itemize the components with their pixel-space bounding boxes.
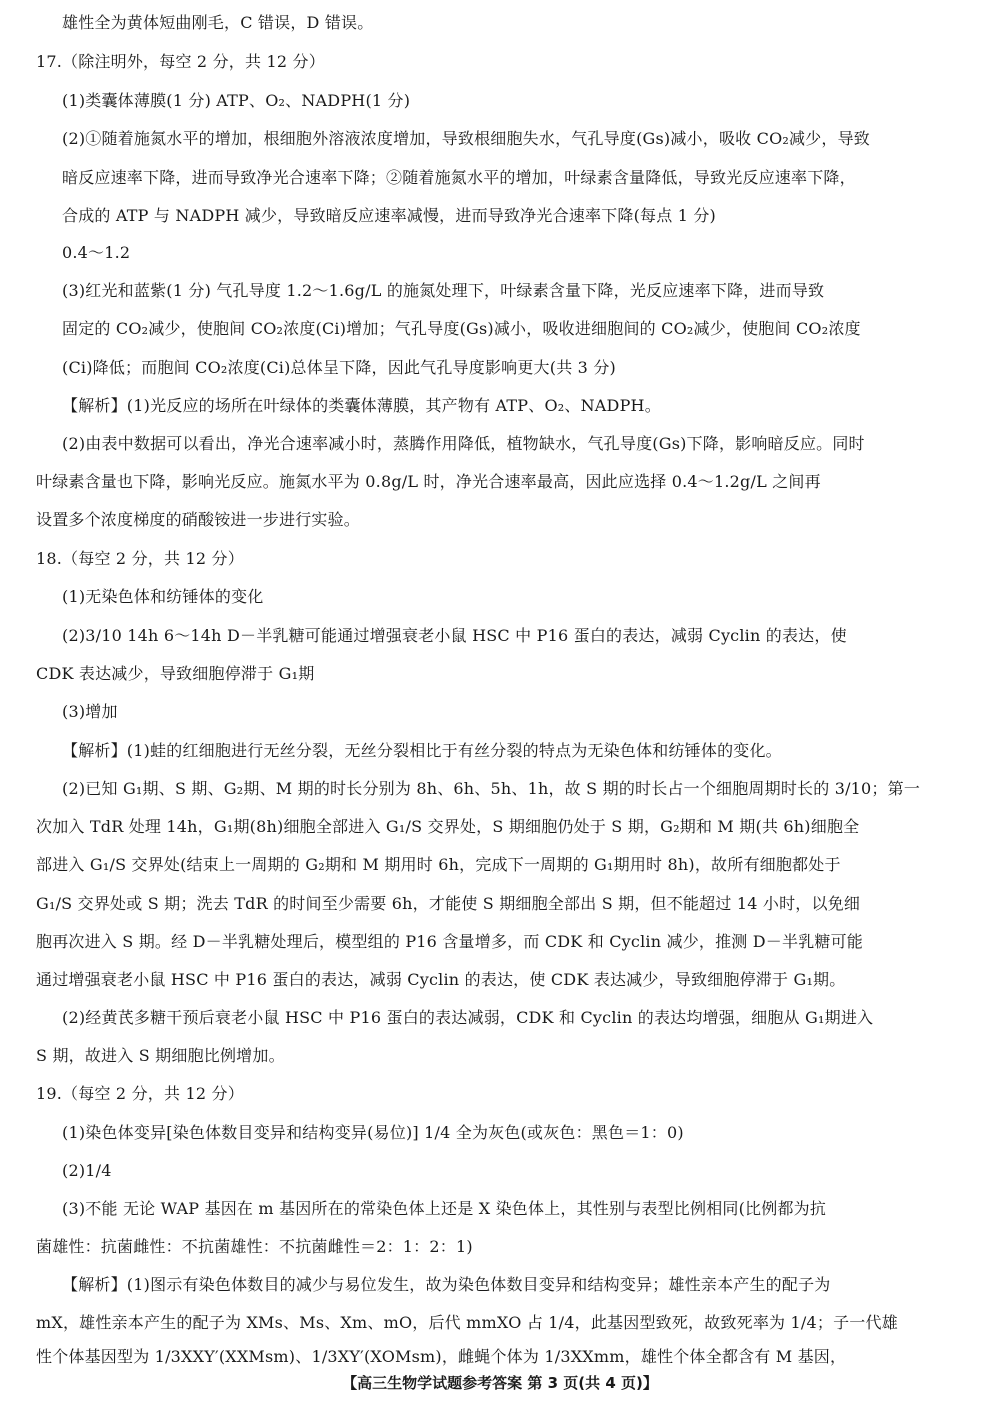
text-line: 性个体基因型为 1/3XXY′(XXMsm)、1/3XY′(XOMsm)，雌蝇个体为 1/3XXmm，雄性个体全都含有 M 基因， <box>36 1347 847 1366</box>
text-line: (3)增加 <box>62 702 118 721</box>
text-line: CDK 表达减少，导致细胞停滞于 G₁期 <box>36 664 315 683</box>
text-line: (2)①随着施氮水平的增加，根细胞外溶液浓度增加，导致根细胞失水，气孔导度(Gs)减小，吸收 CO₂减少，导致 <box>62 129 871 148</box>
text-line: S 期，故进入 S 期细胞比例增加。 <box>36 1046 285 1065</box>
text-line: 胞再次进入 S 期。经 D－半乳糖处理后，模型组的 P16 含量增多，而 CDK 和 Cyclin 减少，推测 D－半乳糖可能 <box>36 932 864 951</box>
analysis-line: 【解析】(1)蛙的红细胞进行无丝分裂，无丝分裂相比于有丝分裂的特点为无染色体和纺锤体的变化。 <box>62 741 782 760</box>
question-18-header: 18.（每空 2 分，共 12 分） <box>36 549 244 568</box>
text-line: (1)染色体变异[染色体数目变异和结构变异(易位)] 1/4 全为灰色(或灰色：黑色＝1：0) <box>62 1123 684 1142</box>
analysis-line: 【解析】(1)图示有染色体数目的减少与易位发生，故为染色体数目变异和结构变异；雄性亲本产生的配子为 <box>62 1275 831 1294</box>
text-line: 叶绿素含量也下降，影响光反应。施氮水平为 0.8g/L 时，净光合速率最高，因此应选择 0.4～1.2g/L 之间再 <box>36 472 821 491</box>
text-line: (2)已知 G₁期、S 期、G₂期、M 期的时长分别为 8h、6h、5h、1h，故 S 期的时长占一个细胞周期时长的 3/10；第一 <box>62 779 921 798</box>
text-line: G₁/S 交界处或 S 期；洗去 TdR 的时间至少需要 6h，才能使 S 期细胞全部出 S 期，但不能超过 14 小时，以免细 <box>36 894 861 913</box>
question-19-header: 19.（每空 2 分，共 12 分） <box>36 1084 244 1103</box>
page-footer: 【高三生物学试题参考答案 第 3 页(共 4 页)】 <box>342 1374 658 1392</box>
text-line: 部进入 G₁/S 交界处(结束上一周期的 G₂期和 M 期用时 6h，完成下一周期的 G₁期用时 8h)，故所有细胞都处于 <box>36 855 841 874</box>
text-line: 固定的 CO₂减少，使胞间 CO₂浓度(Ci)增加；气孔导度(Gs)减小，吸收进细胞间的 CO₂减少，使胞间 CO₂浓度 <box>62 319 861 338</box>
text-line: 设置多个浓度梯度的硝酸铵进一步进行实验。 <box>36 510 361 529</box>
text-line: 次加入 TdR 处理 14h，G₁期(8h)细胞全部进入 G₁/S 交界处，S 期细胞仍处于 S 期，G₂期和 M 期(共 6h)细胞全 <box>36 817 860 836</box>
text-line: (1)无染色体和纺锤体的变化 <box>62 587 264 606</box>
text-line: (2)1/4 <box>62 1161 112 1180</box>
text-line: 菌雄性：抗菌雌性：不抗菌雄性：不抗菌雌性＝2：1：2：1) <box>36 1237 473 1256</box>
text-line: (2)由表中数据可以看出，净光合速率减小时，蒸腾作用降低，植物缺水，气孔导度(Gs)下降，影响暗反应。同时 <box>62 434 865 453</box>
text-line: 雄性全为黄体短曲刚毛，C 错误，D 错误。 <box>62 13 374 32</box>
text-line: 合成的 ATP 与 NADPH 减少，导致暗反应速率减慢，进而导致净光合速率下降(每点 1 分) <box>62 206 716 225</box>
text-line: (3)红光和蓝紫(1 分) 气孔导度 1.2～1.6g/L 的施氮处理下，叶绿素含量下降，光反应速率下降，进而导致 <box>62 281 825 300</box>
text-line: 0.4～1.2 <box>62 243 131 262</box>
text-line: (1)类囊体薄膜(1 分) ATP、O₂、NADPH(1 分) <box>62 91 411 110</box>
question-17-header: 17.（除注明外，每空 2 分，共 12 分） <box>36 52 325 71</box>
analysis-line: 【解析】(1)光反应的场所在叶绿体的类囊体薄膜，其产物有 ATP、O₂、NADPH。 <box>62 396 661 415</box>
text-line: (3)不能 无论 WAP 基因在 m 基因所在的常染色体上还是 X 染色体上，其性别与表型比例相同(比例都为抗 <box>62 1199 827 1218</box>
text-line: (2)3/10 14h 6～14h D－半乳糖可能通过增强衰老小鼠 HSC 中 P16 蛋白的表达，减弱 Cyclin 的表达，使 <box>62 626 847 645</box>
text-line: mX，雄性亲本产生的配子为 XMs、Ms、Xm、mO，后代 mmXO 占 1/4，此基因型致死，故致死率为 1/4；子一代雄 <box>36 1313 898 1332</box>
text-line: 通过增强衰老小鼠 HSC 中 P16 蛋白的表达，减弱 Cyclin 的表达，使 CDK 表达减少，导致细胞停滞于 G₁期。 <box>36 970 846 989</box>
text-line: (Ci)降低；而胞间 CO₂浓度(Ci)总体呈下降，因此气孔导度影响更大(共 3 分) <box>62 358 616 377</box>
text-line: 暗反应速率下降，进而导致净光合速率下降；②随着施氮水平的增加，叶绿素含量降低，导致光反应速率下降， <box>62 168 856 187</box>
text-line: (2)经黄芪多糖干预后衰老小鼠 HSC 中 P16 蛋白的表达减弱，CDK 和 Cyclin 的表达均增强，细胞从 G₁期进入 <box>62 1008 874 1027</box>
